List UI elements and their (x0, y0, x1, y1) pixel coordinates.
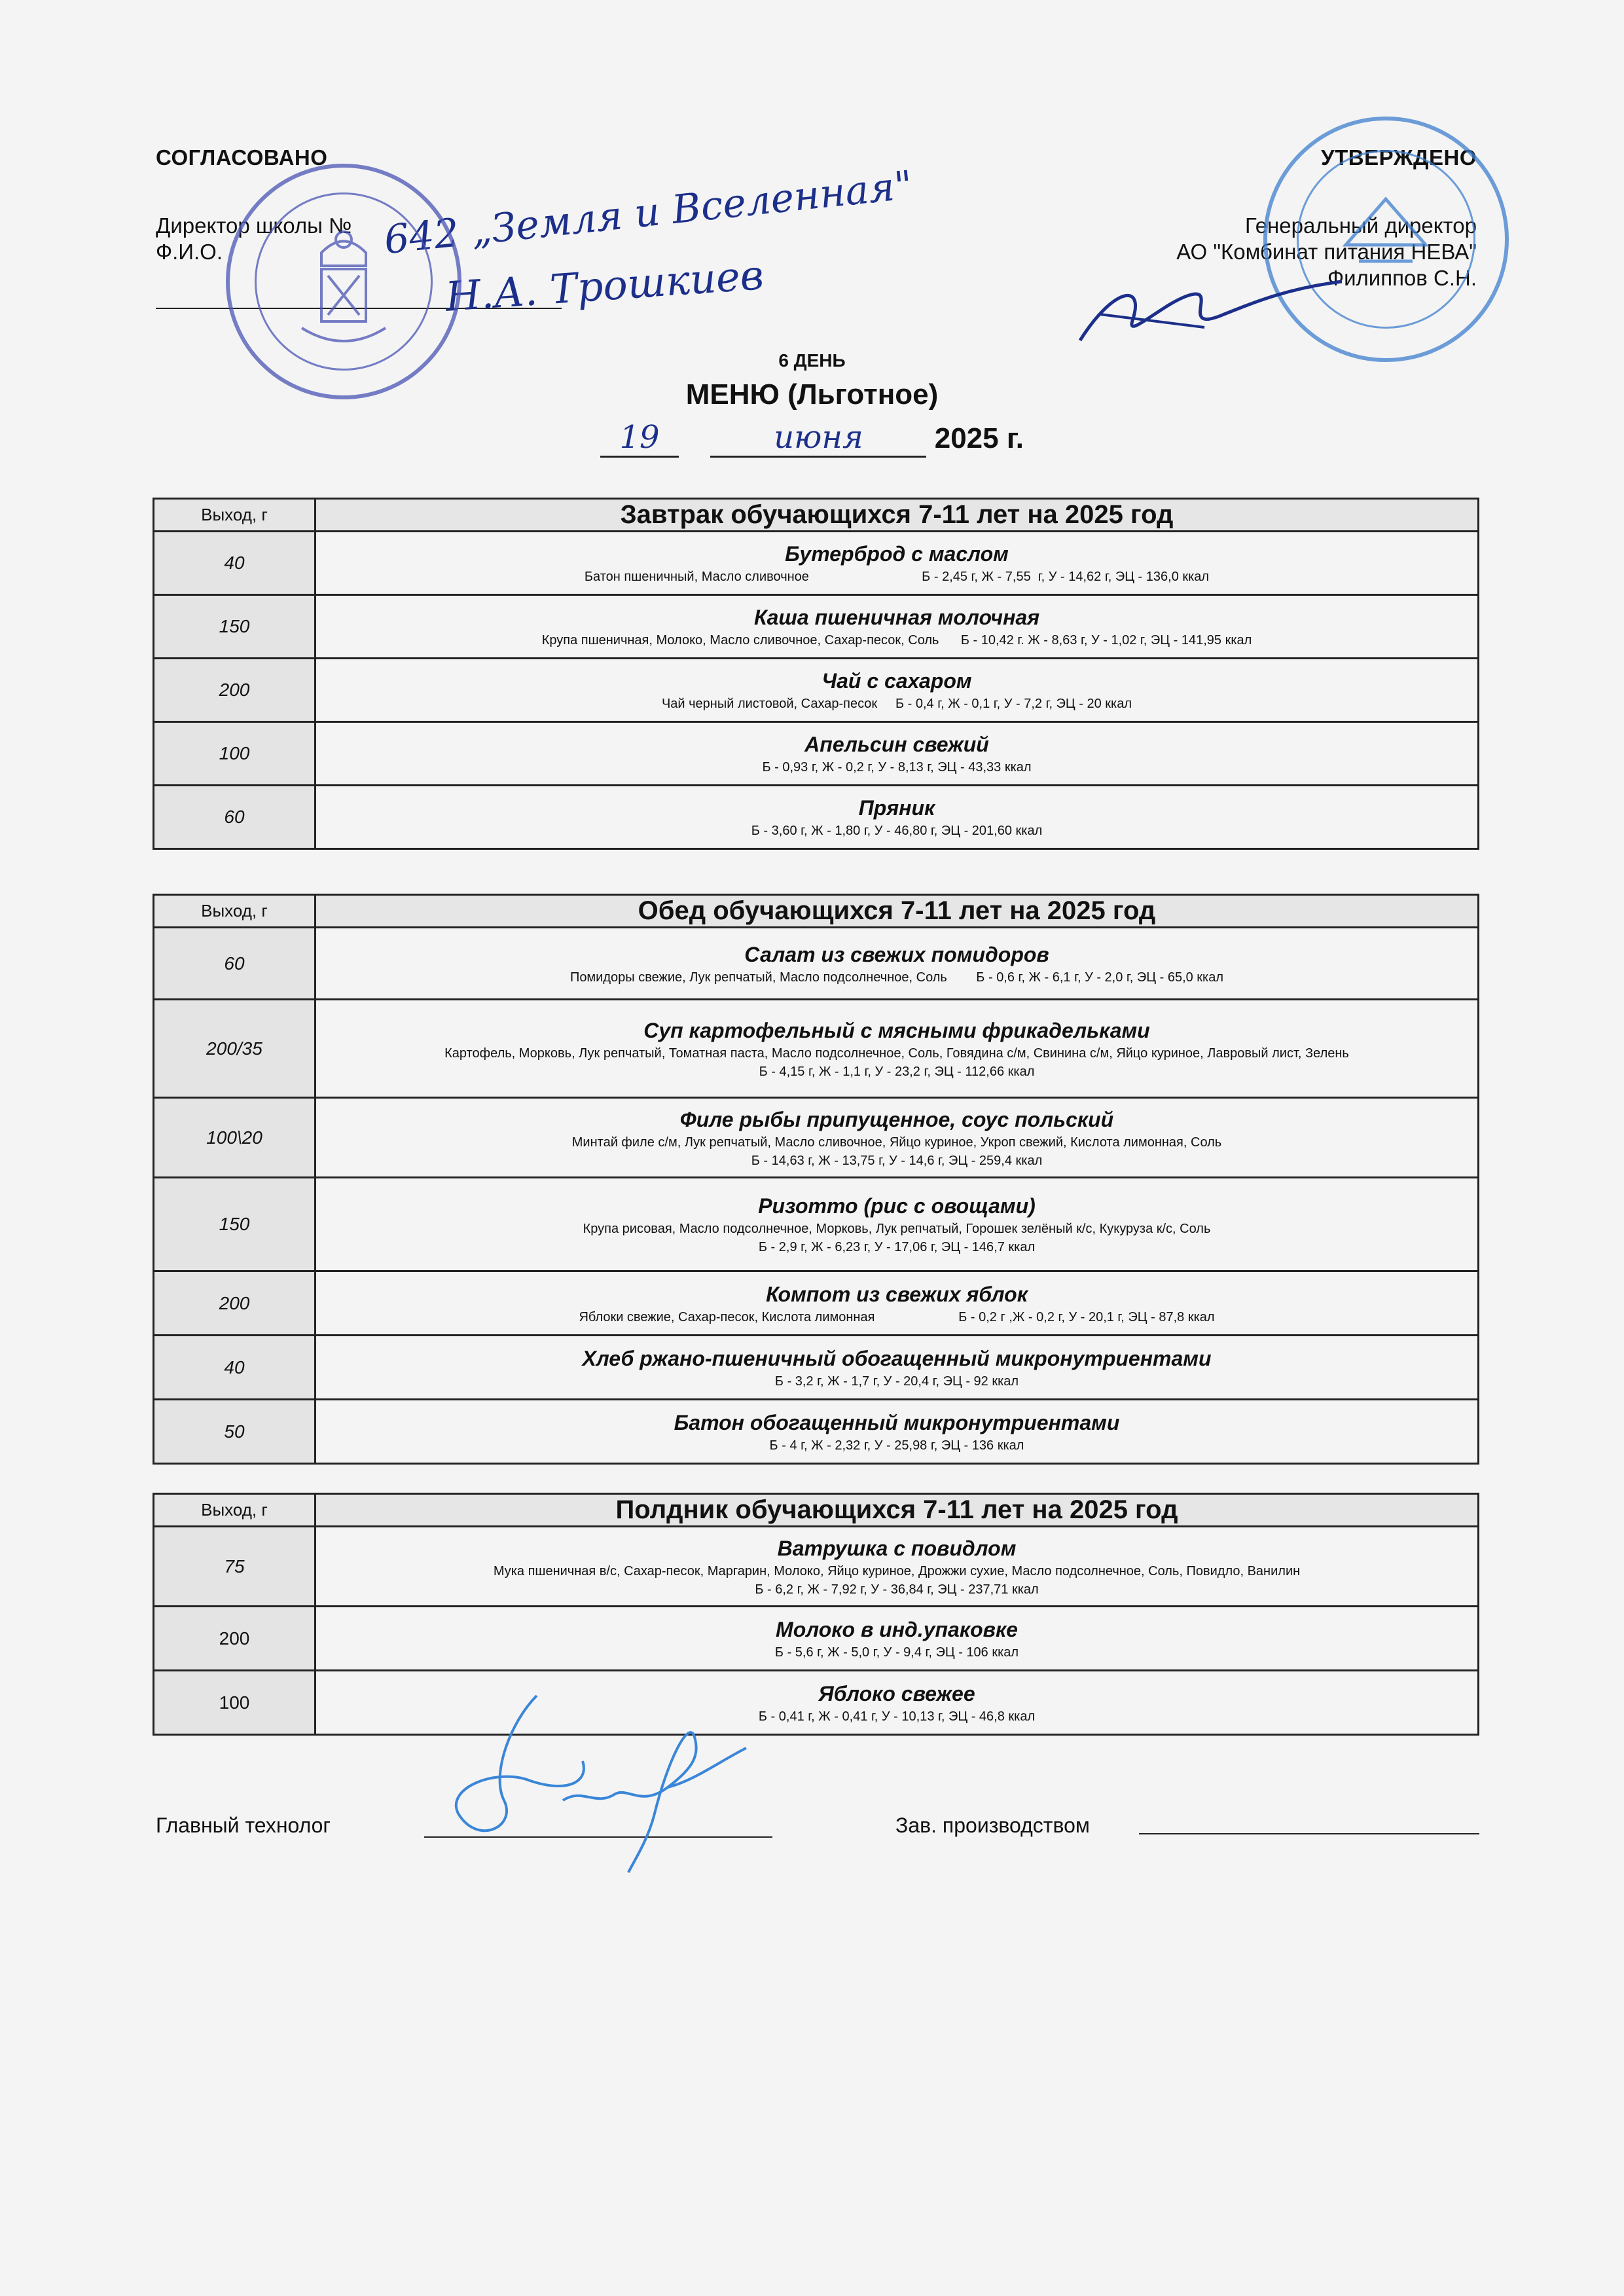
dish-composition: Картофель, Морковь, Лук репчатый, Томатная паста, Масло подсолнечное, Соль, Говядина с/м, Свинина с/м, Яйцо куриное, Лавровый лист, Зелень Б - 4,15 г, Ж - 1,1 г, У - 23,2 г, ЭЦ - 112,66 ккал (444, 1046, 1349, 1079)
dish-yield: 200/35 (154, 1000, 316, 1098)
technologist-signature-icon (419, 1683, 759, 1879)
table-row (154, 1098, 1479, 1178)
table-row (154, 786, 1479, 849)
director-name: Филиппов С.Н. (1327, 266, 1477, 290)
dish-cell (316, 1607, 1479, 1671)
chief-technologist-label: Главный технолог (156, 1813, 331, 1837)
table-row (154, 1671, 1479, 1735)
dish-cell (316, 595, 1479, 659)
dish-composition: Б - 0,93 г, Ж - 0,2 г, У - 8,13 г, ЭЦ - 43,33 ккал (762, 760, 1032, 774)
dish-name: Филе рыбы припущенное, соус польский (679, 1107, 1114, 1131)
dish-name: Молоко в инд.упаковке (776, 1617, 1018, 1641)
dish-name: Суп картофельный с мясными фрикадельками (643, 1018, 1150, 1042)
dish-name: Бутерброд с маслом (785, 542, 1009, 566)
date-year: 2025 г. (934, 422, 1024, 454)
dish-composition: Б - 4 г, Ж - 2,32 г, У - 25,98 г, ЭЦ - 136 ккал (769, 1438, 1024, 1453)
dish-yield: 200 (154, 1607, 316, 1671)
table-row (154, 1527, 1479, 1607)
table-row (154, 722, 1479, 786)
dish-yield: 60 (154, 786, 316, 849)
date-month: июня (710, 419, 926, 458)
dish-composition: Б - 5,6 г, Ж - 5,0 г, У - 9,4 г, ЭЦ - 106 ккал (774, 1645, 1019, 1660)
dish-name: Батон обогащенный микронутриентами (674, 1410, 1120, 1434)
company-name: АО "Комбинат питания НЕВА" (1176, 240, 1477, 264)
dish-name: Ватрушка с повидлом (777, 1536, 1017, 1560)
dish-yield: 150 (154, 595, 316, 659)
table-row (154, 659, 1479, 722)
dish-composition: Яблоки свежие, Сахар-песок, Кислота лимонная Б - 0,2 г ,Ж - 0,2 г, У - 20,1 г, ЭЦ - 87,8 ккал (579, 1309, 1215, 1324)
dish-yield: 75 (154, 1527, 316, 1607)
dish-composition: Чай черный листовой, Сахар-песок Б - 0,4 г, Ж - 0,1 г, У - 7,2 г, ЭЦ - 20 ккал (661, 697, 1132, 711)
dish-yield: 40 (154, 1336, 316, 1400)
production-manager-label: Зав. производством (895, 1813, 1090, 1837)
lunch-title: Обед обучающихся 7-11 лет на 2025 год (316, 895, 1479, 928)
dish-yield: 100\20 (154, 1098, 316, 1178)
table-header-row (154, 1494, 1479, 1527)
table-row (154, 1271, 1479, 1336)
dish-cell (316, 1400, 1479, 1464)
table-row (154, 1178, 1479, 1271)
dish-composition: Крупа пшеничная, Молоко, Масло сливочное, Сахар-песок, Соль Б - 10,42 г. Ж - 8,63 г, У - 1,02 г, ЭЦ - 141,95 ккал (541, 633, 1252, 647)
dish-cell (316, 1178, 1479, 1271)
dish-composition: Мука пшеничная в/с, Сахар-песок, Маргарин, Молоко, Яйцо куриное, Дрожжи сухие, Масло подсолнечное, Соль, Повидло, Ванилин Б - 6,2 г, Ж - 7,92 г, У - 36,84 г, ЭЦ - 237,71 ккал (493, 1563, 1301, 1597)
dish-cell (316, 928, 1479, 1000)
table-row (154, 1607, 1479, 1671)
dish-composition: Б - 0,41 г, Ж - 0,41 г, У - 10,13 г, ЭЦ - 46,8 ккал (758, 1709, 1036, 1724)
table-row (154, 1000, 1479, 1098)
dish-composition: Батон пшеничный, Масло сливочное Б - 2,45 г, Ж - 7,55 г, У - 14,62 г, ЭЦ - 136,0 ккал (584, 570, 1210, 584)
dish-name: Компот из свежих яблок (766, 1282, 1028, 1306)
dish-cell (316, 532, 1479, 595)
dish-yield: 60 (154, 928, 316, 1000)
dish-cell (316, 659, 1479, 722)
dish-cell (316, 1098, 1479, 1178)
dish-name: Чай с сахаром (821, 669, 972, 693)
dish-cell (316, 786, 1479, 849)
director-label: Директор школы № (156, 213, 352, 238)
dish-cell (316, 722, 1479, 786)
dish-composition: Помидоры свежие, Лук репчатый, Масло подсолнечное, Соль Б - 0,6 г, Ж - 6,1 г, У - 2,0 г, ЭЦ - 65,0 ккал (569, 970, 1224, 985)
dish-name: Ризотто (рис с овощами) (758, 1194, 1036, 1218)
breakfast-table (153, 498, 1479, 850)
general-director-label: Генеральный директор (1245, 213, 1477, 238)
dish-name: Салат из свежих помидоров (744, 942, 1049, 966)
dish-name: Каша пшеничная молочная (753, 606, 1040, 629)
dish-name: Апельсин свежий (804, 733, 989, 756)
yield-column-header: Выход, г (154, 499, 316, 532)
director-signature-icon (1074, 262, 1348, 360)
dish-yield: 100 (154, 1671, 316, 1735)
breakfast-title: Завтрак обучающихся 7-11 лет на 2025 год (316, 499, 1479, 532)
table-header-row (154, 499, 1479, 532)
date-day: 19 (600, 419, 679, 458)
dish-yield: 200 (154, 1271, 316, 1336)
dish-name: Хлеб ржано-пшеничный обогащенный микронутриентами (582, 1346, 1212, 1370)
table-row (154, 928, 1479, 1000)
dish-yield: 50 (154, 1400, 316, 1464)
dish-composition: Б - 3,60 г, Ж - 1,80 г, У - 46,80 г, ЭЦ - 201,60 ккал (751, 824, 1043, 838)
dish-composition: Б - 3,2 г, Ж - 1,7 г, У - 20,4 г, ЭЦ - 92 ккал (774, 1374, 1019, 1389)
snack-title: Полдник обучающихся 7-11 лет на 2025 год (316, 1494, 1479, 1527)
table-row (154, 1336, 1479, 1400)
manager-signature-line (1139, 1833, 1479, 1834)
dish-composition: Крупа рисовая, Масло подсолнечное, Морковь, Лук репчатый, Горошек зелёный к/с, Кукуруза к/с, Соль Б - 2,9 г, Ж - 6,23 г, У - 17,06 г, ЭЦ - 146,7 ккал (583, 1222, 1211, 1254)
yield-column-header: Выход, г (154, 1494, 316, 1527)
dish-name: Пряник (858, 796, 935, 820)
dish-yield: 100 (154, 722, 316, 786)
lunch-table (153, 894, 1479, 1465)
dish-composition: Минтай филе с/м, Лук репчатый, Масло сливочное, Яйцо куриное, Укроп свежий, Кислота лимонная, Соль Б - 14,63 г, Ж - 13,75 г, У - 14,6 г, ЭЦ - 259,4 ккал (571, 1135, 1222, 1168)
table-row (154, 532, 1479, 595)
handwritten-school: 642 „Земля и Вселенная" (382, 162, 915, 264)
yield-column-header: Выход, г (154, 895, 316, 928)
day-number: 6 ДЕНЬ (778, 350, 846, 371)
dish-cell (316, 1527, 1479, 1607)
dish-cell (316, 1000, 1479, 1098)
dish-name: Яблоко свежее (818, 1681, 975, 1705)
fio-label: Ф.И.О. (156, 240, 223, 264)
menu-title: МЕНЮ (Льготное) (685, 378, 939, 410)
approved-title: УТВЕРЖДЕНО (1321, 145, 1477, 170)
dish-yield: 200 (154, 659, 316, 722)
dish-yield: 40 (154, 532, 316, 595)
dish-cell (316, 1336, 1479, 1400)
table-row (154, 1400, 1479, 1464)
menu-date (0, 419, 1624, 458)
dish-yield: 150 (154, 1178, 316, 1271)
agreed-title: СОГЛАСОВАНО (156, 145, 328, 170)
handwritten-name: Н.А. Трошкиев (444, 251, 765, 321)
table-header-row (154, 895, 1479, 928)
table-row (154, 595, 1479, 659)
snack-table (153, 1493, 1479, 1736)
dish-cell (316, 1271, 1479, 1336)
